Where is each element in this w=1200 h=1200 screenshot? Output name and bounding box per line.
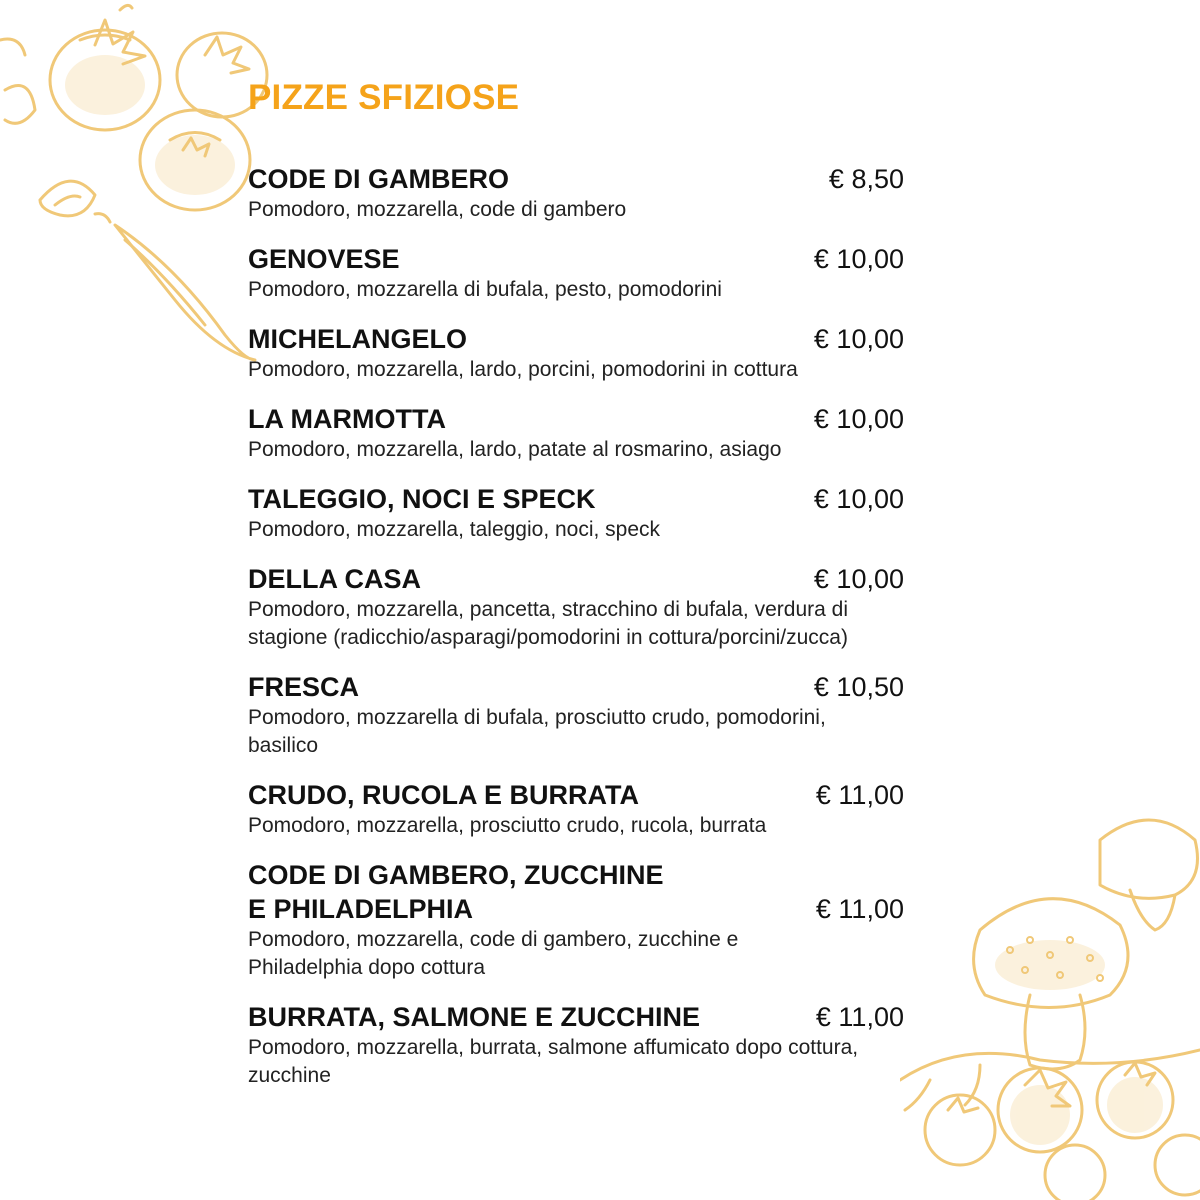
item-name: CRUDO, RUCOLA E BURRATA (248, 780, 639, 810)
section-title: PIZZE SFIZIOSE (248, 78, 520, 117)
item-description: Pomodoro, mozzarella di bufala, prosciutto crudo, pomodorini, basilico (248, 706, 826, 757)
menu-item-fresca (248, 670, 908, 760)
menu-item-code-di-gambero (248, 162, 908, 224)
item-description: Pomodoro, mozzarella, prosciutto crudo, rucola, burrata (248, 814, 767, 837)
item-price: € 10,00 (813, 564, 904, 594)
item-description: Pomodoro, mozzarella, taleggio, noci, speck (248, 518, 661, 541)
item-price: € 10,00 (813, 324, 904, 354)
item-description: Pomodoro, mozzarella, lardo, patate al rosmarino, asiago (248, 438, 782, 461)
item-name: CODE DI GAMBERO (248, 164, 510, 194)
menu-item-crudo-rucola-burrata (248, 778, 908, 840)
item-price: € 11,00 (815, 894, 904, 924)
item-price: € 8,50 (828, 164, 904, 194)
mushroom-cherry-tomato-illustration-icon (900, 780, 1200, 1200)
item-description: Pomodoro, mozzarella, code di gambero, zucchine e Philadelphia dopo cottura (248, 928, 739, 979)
item-price: € 10,00 (813, 404, 904, 434)
item-price: € 10,00 (813, 244, 904, 274)
item-name: GENOVESE (248, 244, 400, 274)
item-description: Pomodoro, mozzarella, burrata, salmone affumicato dopo cottura, zucchine (248, 1036, 859, 1087)
item-name: CODE DI GAMBERO, ZUCCHINE E PHILADELPHIA (248, 860, 664, 924)
pizza-menu (248, 78, 908, 1108)
menu-item-burrata-salmone-zucchine (248, 1000, 908, 1090)
menu-item-della-casa (248, 562, 908, 652)
item-price: € 11,00 (815, 1002, 904, 1032)
item-name: MICHELANGELO (248, 324, 467, 354)
item-name: LA MARMOTTA (248, 404, 446, 434)
item-price: € 10,00 (813, 484, 904, 514)
item-name: FRESCA (248, 672, 360, 702)
item-name: DELLA CASA (248, 564, 421, 594)
item-description: Pomodoro, mozzarella, pancetta, stracchino di bufala, verdura di stagione (radicchio/asparagi/pomodorini in cottura/porcini/zucca) (248, 598, 848, 649)
menu-item-code-di-gambero-zucchine-philadelphia (248, 858, 908, 982)
item-name: BURRATA, SALMONE E ZUCCHINE (248, 1002, 700, 1032)
menu-item-la-marmotta (248, 402, 908, 464)
menu-item-genovese (248, 242, 908, 304)
item-name: TALEGGIO, NOCI E SPECK (248, 484, 596, 514)
item-price: € 11,00 (815, 780, 904, 810)
item-price: € 10,50 (813, 672, 904, 702)
menu-item-michelangelo (248, 322, 908, 384)
menu-item-taleggio-noci-speck (248, 482, 908, 544)
item-description: Pomodoro, mozzarella di bufala, pesto, pomodorini (248, 278, 722, 301)
item-description: Pomodoro, mozzarella, lardo, porcini, pomodorini in cottura (248, 358, 798, 381)
item-description: Pomodoro, mozzarella, code di gambero (248, 198, 627, 221)
